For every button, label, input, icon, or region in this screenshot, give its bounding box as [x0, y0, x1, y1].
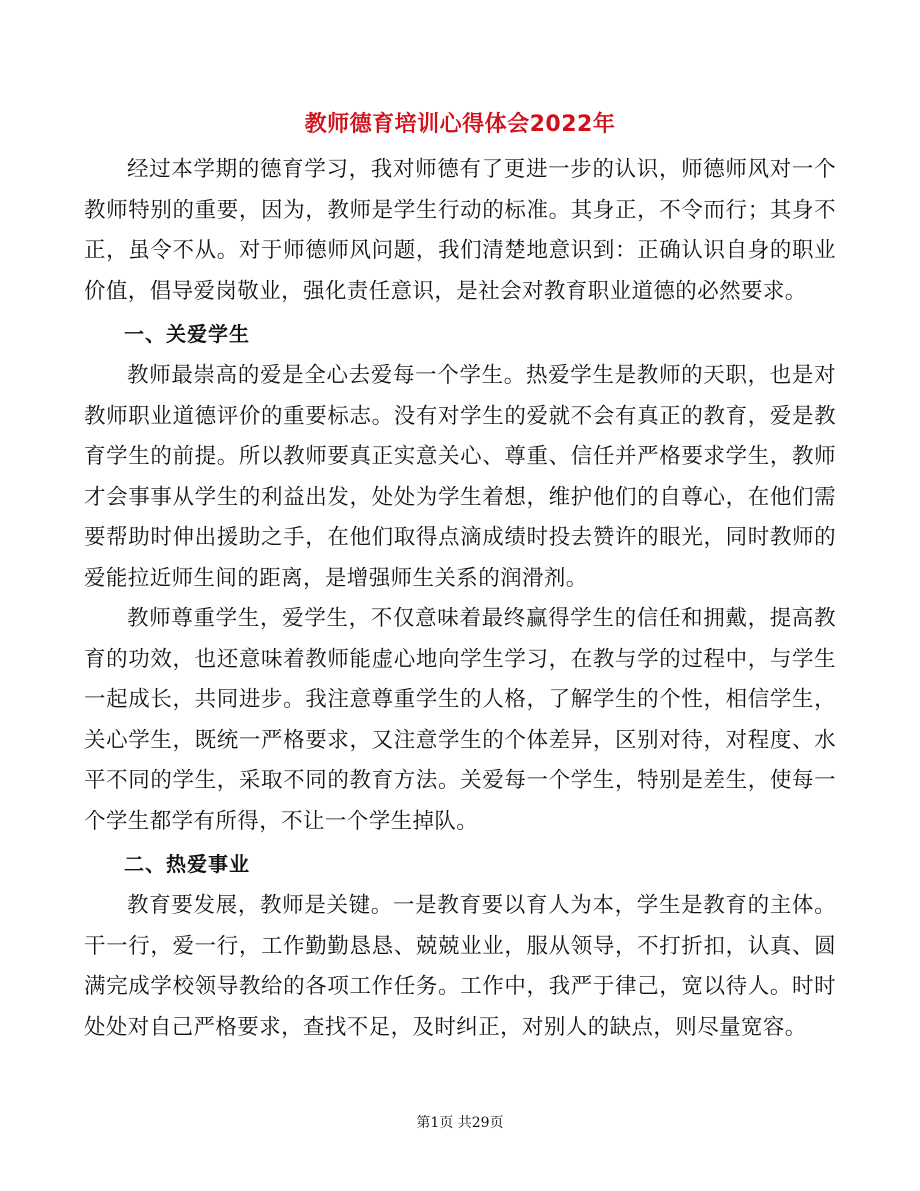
- section-heading-care-students: 一、关爱学生: [124, 322, 250, 346]
- intro-paragraph: 经过本学期的德育学习，我对师德有了更进一步的认识，师德师风对一个教师特别的重要，因为，教师是学生行动的标准。其身正，不令而行；其身不正，虽令不从。对于师德师风问题，我们清楚地意识到：正确认识自身的职业价值，倡导爱岗敬业，强化责任意识，是社会对教育职业道德的必然要求。: [84, 157, 836, 304]
- section2-paragraph-1: 教育要发展，教师是关键。一是教育要以育人为本，学生是教育的主体。干一行，爱一行，工作勤勤恳恳、兢兢业业，服从领导，不打折扣，认真、圆满完成学校领导教给的各项工作任务。工作中，我严于律己，宽以待人。时时处处对自己严格要求，查找不足，及时纠正，对别人的缺点，则尽量宽容。: [84, 893, 836, 1040]
- page-number-footer: 第1页 共29页: [416, 1115, 504, 1131]
- document-title: 教师德育培训心得体会2022年: [304, 112, 616, 137]
- section-heading-love-career: 二、热爱事业: [124, 852, 250, 876]
- section1-paragraph-2: 教师尊重学生，爱学生，不仅意味着最终赢得学生的信任和拥戴，提高教育的功效，也还意味着教师能虚心地向学生学习，在教与学的过程中，与学生一起成长，共同进步。我注意尊重学生的人格，了解学生的个性，相信学生，关心学生，既统一严格要求，又注意学生的个体差异，区别对待，对程度、水平不同的学生，采取不同的教育方法。关爱每一个学生，特别是差生，使每一个学生都学有所得，不让一个学生掉队。: [84, 606, 836, 834]
- document-body: [84, 150, 836, 1048]
- section1-paragraph-1: 教师最崇高的爱是全心去爱每一个学生。热爱学生是教师的天职，也是对教师职业道德评价的重要标志。没有对学生的爱就不会有真正的教育，爱是教育学生的前提。所以教师要真正实意关心、尊重、信任并严格要求学生，教师才会事事从学生的利益出发，处处为学生着想，维护他们的自尊心，在他们需要帮助时伸出援助之手，在他们取得点滴成绩时投去赞许的眼光，同时教师的爱能拉近师生间的距离，是增强师生关系的润滑剂。: [84, 363, 836, 591]
